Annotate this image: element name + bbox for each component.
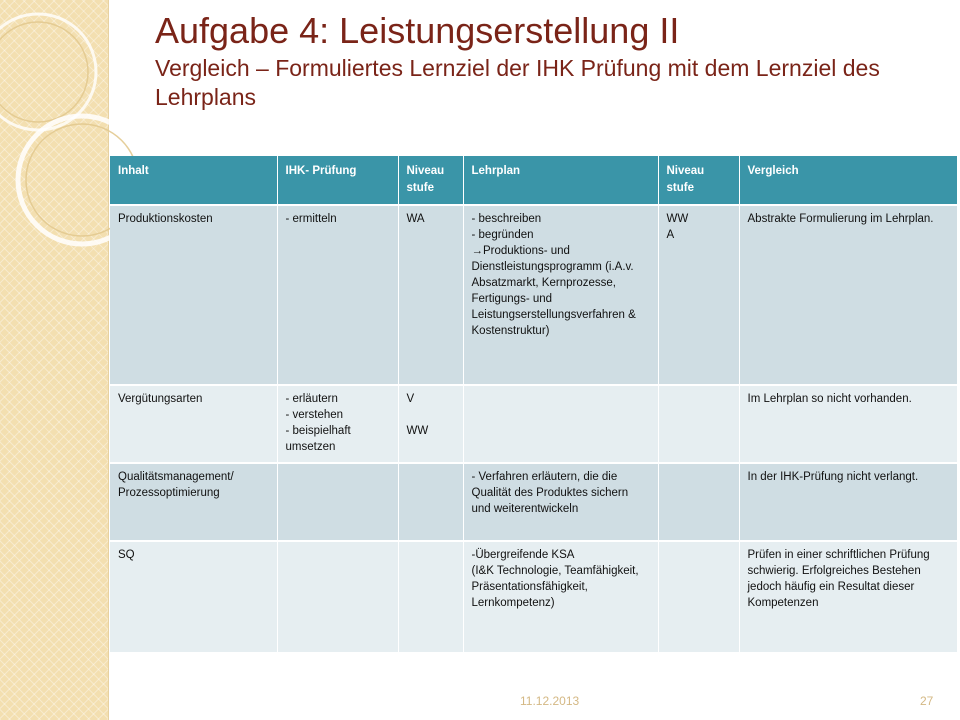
column-header-niveaustufe-ihk: Niveau stufe <box>398 156 463 205</box>
column-header-inhalt: Inhalt <box>110 156 277 205</box>
cell-niveau-ihk: V WW <box>398 385 463 463</box>
table-row <box>110 541 957 653</box>
table-row <box>110 205 957 385</box>
cell-vergleich: In der IHK-Prüfung nicht verlangt. <box>739 463 957 541</box>
cell-ihk: - ermitteln <box>277 205 398 385</box>
cell-vergleich: Abstrakte Formulierung im Lehrplan. <box>739 205 957 385</box>
cell-inhalt: Vergütungsarten <box>110 385 277 463</box>
cell-niveau-lehrplan <box>658 385 739 463</box>
cell-niveau-lehrplan: WW A <box>658 205 739 385</box>
page-number: 27 <box>920 694 934 708</box>
cell-niveau-lehrplan <box>658 541 739 653</box>
cell-ihk <box>277 541 398 653</box>
decorative-circle-large <box>0 14 96 130</box>
cell-inhalt: Qualitätsmanagement/ Prozessoptimierung <box>110 463 277 541</box>
column-header-lehrplan: Lehrplan <box>463 156 658 205</box>
cell-lehrplan: - beschreiben - begründen →Produktions- und Dienstleistungsprogramm (i.A.v. Absatzmarkt, Kernprozesse, Fertigungs- und Leistungserstellungsverfahren & Kostenstruktur) <box>463 205 658 385</box>
cell-ihk: - erläutern - verstehen - beispielhaft umsetzen <box>277 385 398 463</box>
cell-niveau-ihk: WA <box>398 205 463 385</box>
cell-lehrplan: - Verfahren erläutern, die die Qualität des Produktes sichern und weiterentwickeln <box>463 463 658 541</box>
cell-lehrplan: -Übergreifende KSA (I&K Technologie, Teamfähigkeit, Präsentationsfähigkeit, Lernkompetenz) <box>463 541 658 653</box>
cell-vergleich: Im Lehrplan so nicht vorhanden. <box>739 385 957 463</box>
table-row <box>110 463 957 541</box>
cell-lehrplan <box>463 385 658 463</box>
comparison-table <box>110 156 958 654</box>
cell-niveau-ihk <box>398 463 463 541</box>
table-header-row <box>110 156 957 205</box>
cell-niveau-ihk <box>398 541 463 653</box>
column-header-vergleich: Vergleich <box>739 156 957 205</box>
slide-title-block <box>155 10 945 112</box>
cell-inhalt: SQ <box>110 541 277 653</box>
table-row <box>110 385 957 463</box>
footer-date: 11.12.2013 <box>520 694 580 708</box>
column-header-niveaustufe-lehrplan: Niveau stufe <box>658 156 739 205</box>
cell-inhalt: Produktionskosten <box>110 205 277 385</box>
cell-ihk <box>277 463 398 541</box>
slide-subtitle: Vergleich – Formuliertes Lernziel der IHK Prüfung mit dem Lernziel des Lehrplans <box>155 55 880 110</box>
cell-niveau-lehrplan <box>658 463 739 541</box>
slide-title: Aufgabe 4: Leistungserstellung II <box>155 10 680 51</box>
decorative-circle-medium <box>0 22 88 122</box>
column-header-ihk-pruefung: IHK- Prüfung <box>277 156 398 205</box>
cell-vergleich: Prüfen in einer schriftlichen Prüfung schwierig. Erfolgreiches Bestehen jedoch häufig ein Resultat dieser Kompetenzen <box>739 541 957 653</box>
